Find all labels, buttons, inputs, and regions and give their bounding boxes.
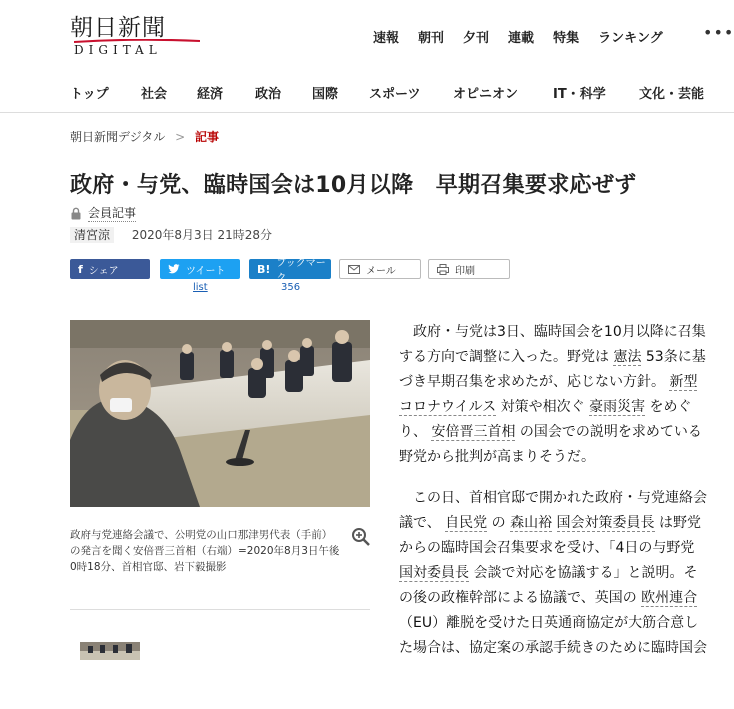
hatena-bookmark-label: ブックマーク: [276, 258, 326, 284]
toplink-choukan[interactable]: 朝刊: [418, 31, 445, 46]
keyword-link[interactable]: 新型コロナウイルス: [399, 374, 698, 415]
facebook-share-label: シェア: [88, 265, 119, 277]
body-text: この日、首相官邸で開かれた政府・与党連絡会議で、: [399, 490, 707, 531]
toplink-tokushu[interactable]: 特集: [553, 31, 580, 46]
twitter-list-link[interactable]: list: [193, 282, 208, 293]
article-photo[interactable]: [70, 320, 370, 507]
keyword-link[interactable]: 欧州連合: [641, 590, 698, 606]
photo-caption: 政府与党連絡会議で、公明党の山口那津男代表（手前）の発言を聞く安倍晋三首相（右端）=2020年8月3日午後0時18分、首相官邸、岩下毅撮影: [70, 529, 340, 573]
nav-opinion[interactable]: オピニオン: [453, 87, 519, 102]
print-label: 印刷: [455, 265, 475, 277]
toplink-ranking[interactable]: ランキング: [598, 31, 663, 46]
meeting-photo: [70, 320, 370, 507]
mail-share-button[interactable]: [339, 259, 421, 279]
mail-share-label: メール: [366, 265, 396, 277]
hatena-bookmark-button[interactable]: [249, 258, 331, 284]
publish-date: 2020年8月3日 21時28分: [131, 228, 273, 242]
logo-digital: DIGITAL: [74, 43, 162, 57]
top-links: [373, 27, 682, 46]
mail-icon: [348, 265, 360, 274]
member-badge: [70, 204, 136, 222]
body-text: [552, 515, 556, 531]
body-text: をめぐり、: [399, 399, 692, 440]
breadcrumb: [70, 128, 219, 145]
body-text: の国会での説明を求めている野党から批判が高まりそうだ。: [399, 424, 702, 465]
keyword-link[interactable]: 安倍晋三首相: [431, 424, 516, 440]
article-paragraph-1: [399, 320, 711, 470]
facebook-icon: f: [78, 262, 83, 276]
nav-economy[interactable]: 経済: [197, 87, 224, 102]
category-nav: [0, 70, 734, 113]
printer-icon: [437, 264, 449, 275]
more-menu-icon[interactable]: •••: [703, 23, 734, 42]
nav-culture[interactable]: 文化・芸能: [639, 87, 705, 102]
breadcrumb-separator: >: [175, 130, 186, 144]
print-button[interactable]: [428, 259, 510, 279]
zoom-icon[interactable]: [351, 527, 371, 547]
nav-international[interactable]: 国際: [312, 87, 339, 102]
body-text: 政府・与党は3日、臨時国会を10月以降に召集する方向で調整に入った。野党は: [399, 324, 706, 365]
site-header: [0, 0, 734, 70]
byline: [70, 226, 272, 243]
nav-society[interactable]: 社会: [141, 87, 168, 102]
toplink-rensai[interactable]: 連載: [508, 31, 535, 46]
hatena-b-icon: B!: [257, 262, 271, 276]
photo-thumbnail[interactable]: [80, 642, 140, 660]
toplink-yukan[interactable]: 夕刊: [463, 31, 490, 46]
keyword-link[interactable]: 森山裕: [510, 515, 553, 531]
body-text: 対策や相次ぐ: [496, 399, 590, 415]
nav-top[interactable]: トップ: [70, 87, 109, 102]
article-headline: 政府・与党、臨時国会は10月以降 早期召集要求応ぜず: [70, 173, 637, 198]
keyword-link[interactable]: 憲法: [613, 349, 642, 365]
twitter-share-button[interactable]: [160, 259, 240, 279]
hatena-bookmark-count[interactable]: 356: [281, 282, 301, 293]
twitter-bird-icon: [168, 264, 180, 274]
article-paragraph-2: [399, 486, 711, 661]
author-name[interactable]: 清宮涼: [70, 227, 114, 243]
lock-icon: [70, 207, 82, 220]
toplink-sokuho[interactable]: 速報: [373, 31, 400, 46]
article-body: [399, 320, 711, 677]
nav-it-science[interactable]: IT・科学: [553, 87, 606, 102]
body-text: は野党からの臨時国会召集要求を受け、「4日の与野党: [399, 515, 701, 556]
member-label[interactable]: 会員記事: [88, 206, 137, 220]
facebook-share-button[interactable]: [70, 259, 150, 279]
nav-sports[interactable]: スポーツ: [369, 87, 421, 102]
thumbnail-image: [80, 642, 140, 660]
site-logo[interactable]: [70, 9, 200, 61]
body-text: （EU）離脱を受けた日英通商協定が大筋合意した場合は、協定案の承認手続きのために臨時国会: [399, 615, 707, 656]
body-text: 会談で対応を協議する」と説明。その後の政権幹部による協議で、英国の: [399, 565, 698, 606]
twitter-share-label: ツイート: [186, 265, 226, 277]
nav-politics[interactable]: 政治: [255, 87, 282, 102]
logo-wordmark: 朝日新聞: [70, 15, 166, 41]
breadcrumb-home[interactable]: 朝日新聞デジタル: [70, 130, 166, 144]
breadcrumb-current: 記事: [195, 130, 220, 144]
keyword-link[interactable]: 国会対策委員長: [556, 515, 655, 531]
body-text: 53条に基づき早期召集を求めたが、応じない方針。: [399, 349, 706, 390]
keyword-link[interactable]: 豪雨災害: [589, 399, 646, 415]
body-text: の: [487, 515, 511, 531]
caption-divider: [70, 609, 370, 610]
keyword-link[interactable]: 自民党: [445, 515, 488, 531]
keyword-link[interactable]: 国対委員長: [399, 565, 469, 581]
